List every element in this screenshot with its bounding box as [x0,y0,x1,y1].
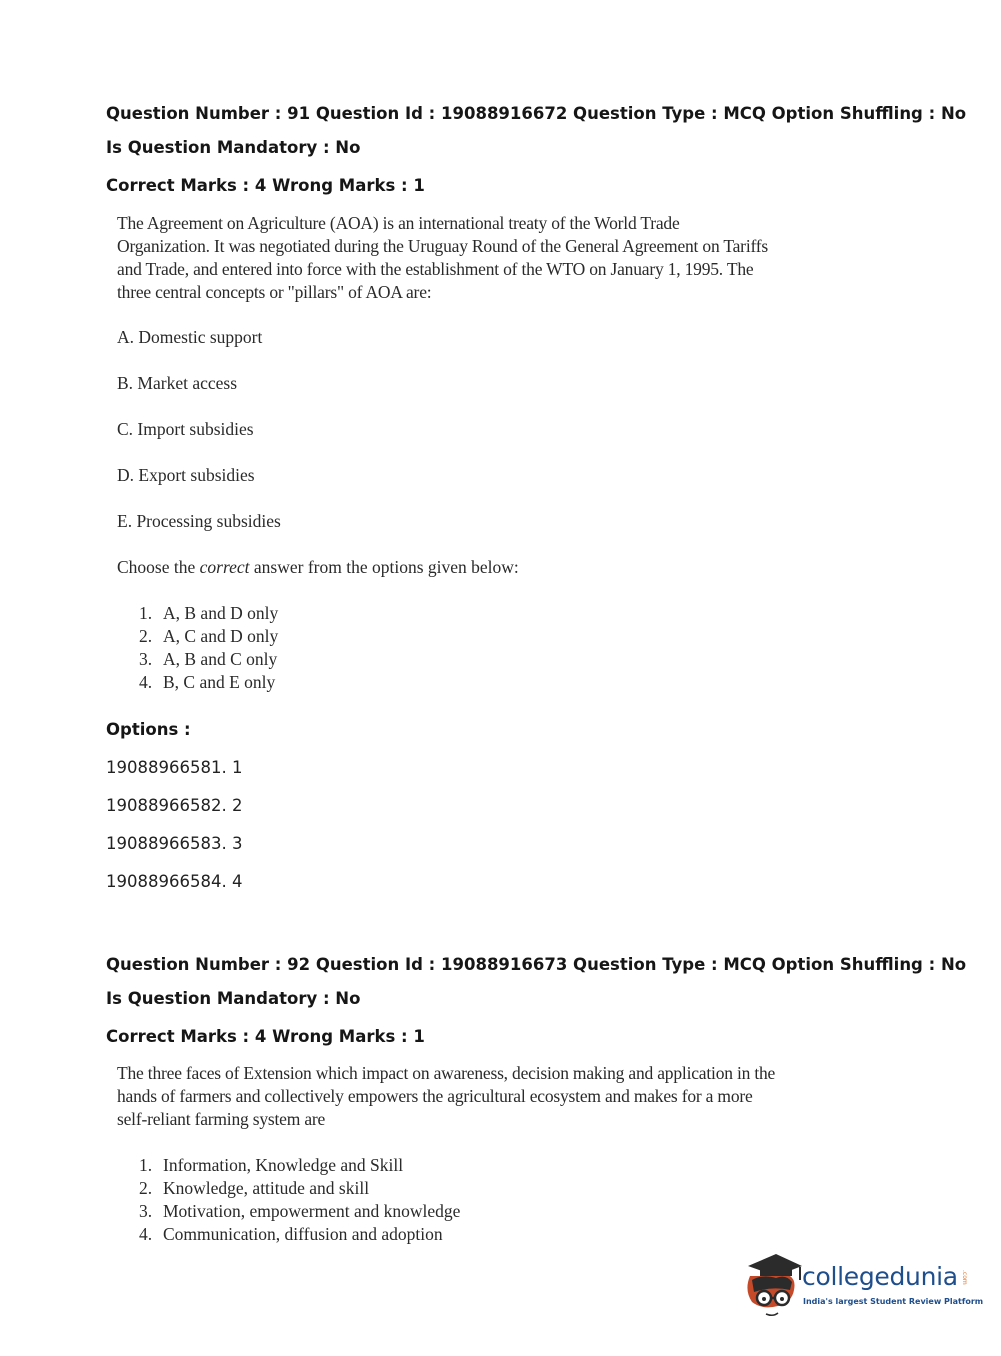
q91-question-text [117,212,768,304]
q91-item-b: B. Market access [117,373,238,393]
q92-header: Question Number : 92 Question Id : 19088916673 Question Type : MCQ Option Shuffling : No [106,955,967,974]
q92-choice-list [139,1154,460,1246]
q92-text-line: self-reliant farming system are [117,1109,326,1129]
list-item [139,602,278,625]
q92-text-line: The three faces of Extension which impact on awareness, decision making and application in the [117,1063,776,1083]
q91-item-c: C. Import subsidies [117,419,254,439]
q91-choice-list [139,602,278,694]
collegedunia-logo [742,1250,984,1320]
choice-text: A, B and C only [163,649,278,669]
q91-text-line: Organization. It was negotiated during the Uruguay Round of the General Agreement on Tariffs [117,236,769,256]
q91-option-2: 19088966582. 2 [106,796,243,815]
q91-option-1: 19088966581. 1 [106,758,243,777]
list-item [139,648,278,671]
q91-item-a: A. Domestic support [117,327,263,347]
list-item [139,625,278,648]
q91-option-3: 19088966583. 3 [106,834,243,853]
q91-option-4: 19088966584. 4 [106,872,243,891]
choice-text: Communication, diffusion and adoption [163,1224,443,1244]
choice-text: Knowledge, attitude and skill [163,1178,370,1198]
choice-number: 1. [139,603,153,623]
logo-suffix: .com [961,1270,968,1285]
logo-tagline: India's largest Student Review Platform [803,1297,984,1306]
list-item [139,1200,460,1223]
q92-marks: Correct Marks : 4 Wrong Marks : 1 [106,1027,425,1046]
choice-text: A, C and D only [163,626,279,646]
list-item [139,671,278,694]
choice-text: Motivation, empowerment and knowledge [163,1201,461,1221]
q92-question-text [117,1062,775,1131]
q91-item-e: E. Processing subsidies [117,511,281,531]
list-item [139,1223,460,1246]
choice-number: 4. [139,1224,153,1244]
list-item [139,1154,460,1177]
choice-number: 3. [139,649,153,669]
q91-header: Question Number : 91 Question Id : 19088916672 Question Type : MCQ Option Shuffling : No [106,104,967,123]
q92-text-line: hands of farmers and collectively empowers the agricultural ecosystem and makes for a more [117,1086,753,1106]
choice-number: 2. [139,626,153,646]
q91-item-d: D. Export subsidies [117,465,255,485]
choice-number: 3. [139,1201,153,1221]
choice-text: Information, Knowledge and Skill [163,1155,404,1175]
q91-text-line: three central concepts or "pillars" of AOA are: [117,282,432,302]
choice-text: A, B and D only [163,603,279,623]
q91-instruction [117,557,519,578]
choice-number: 1. [139,1155,153,1175]
mascot-icon [742,1250,804,1320]
instruction-prefix: Choose the [117,557,200,577]
choice-text: B, C and E only [163,672,276,692]
instruction-suffix: answer from the options given below: [249,557,519,577]
q91-marks: Correct Marks : 4 Wrong Marks : 1 [106,176,425,195]
q91-options-label: Options : [106,720,191,739]
choice-number: 2. [139,1178,153,1198]
instruction-emphasis: correct [199,557,250,577]
q91-text-line: The Agreement on Agriculture (AOA) is an international treaty of the World Trade [117,213,680,233]
q92-mandatory: Is Question Mandatory : No [106,989,361,1008]
choice-number: 4. [139,672,153,692]
q91-mandatory: Is Question Mandatory : No [106,138,361,157]
logo-wordmark: collegedunia [802,1262,958,1291]
q91-text-line: and Trade, and entered into force with the establishment of the WTO on January 1, 1995. The [117,259,754,279]
list-item [139,1177,460,1200]
